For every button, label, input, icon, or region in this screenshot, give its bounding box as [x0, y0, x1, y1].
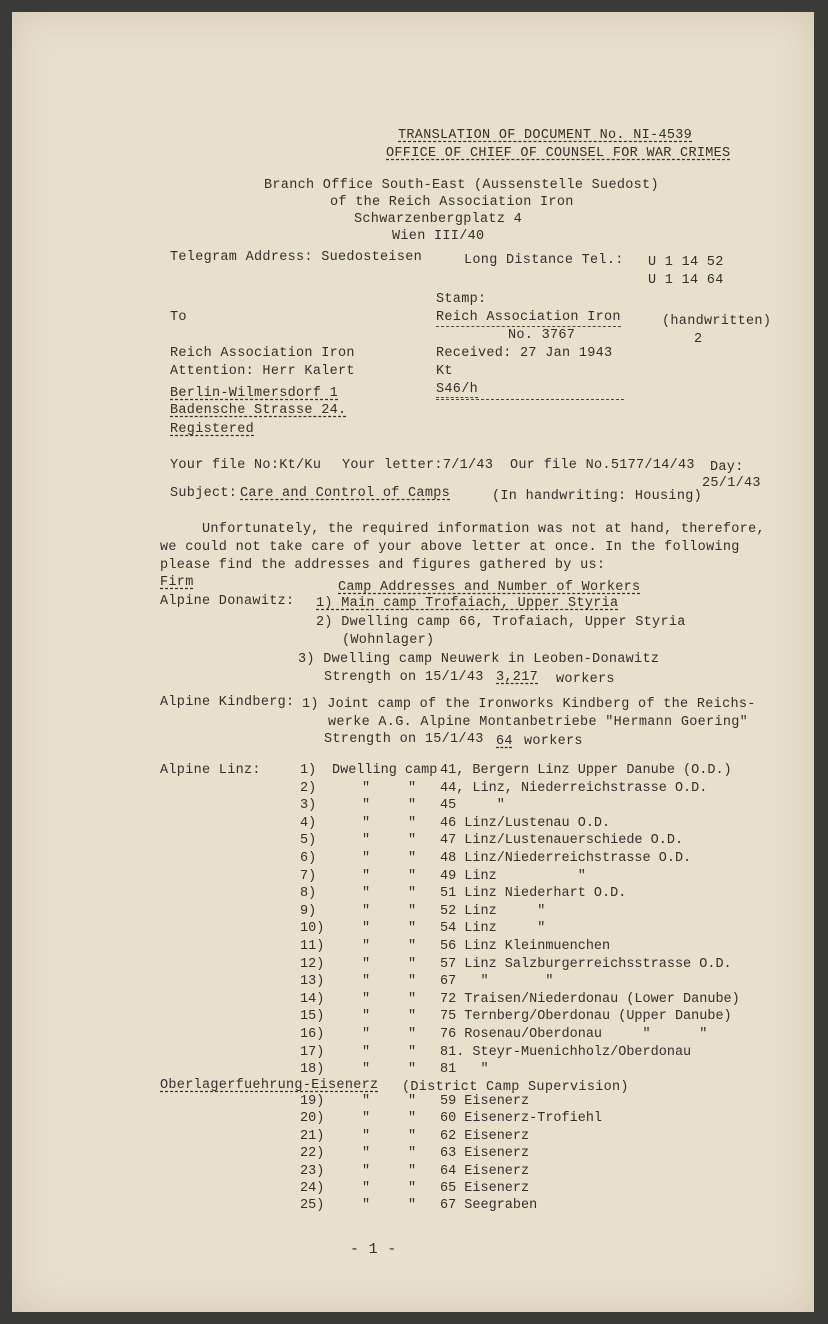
document-title: TRANSLATION OF DOCUMENT No. NI-4539 [398, 128, 693, 143]
camp-row-number: 19) [300, 1094, 325, 1109]
camp-row-number: 2) [300, 780, 317, 796]
camp-row-number: 3) [300, 798, 317, 814]
camp-row-type: " [362, 851, 371, 866]
camp-row-type: " [362, 956, 371, 972]
camp-row-type: " [362, 886, 371, 902]
camp-row-detail: 57 Linz Salzburgerreichsstrasse O.D. [440, 956, 732, 972]
camp-row-ditto: " [408, 939, 417, 954]
camp-row-number: 18) [300, 1062, 325, 1078]
subject-note: (In handwriting: Housing) [492, 489, 703, 504]
camp-row-ditto: " [408, 1198, 417, 1214]
kindberg-item-1: 1) Joint camp of the Ironworks Kindberg of the Reichs- [302, 697, 756, 712]
our-file-ref: Our file No.5177/14/43 [510, 458, 695, 473]
camp-row-ditto: " [408, 798, 417, 814]
camp-row-number: 8) [300, 886, 317, 902]
camp-row-number: 6) [300, 851, 317, 866]
stamp-handwritten: (handwritten) [662, 314, 772, 329]
stamp-ref [436, 382, 620, 398]
recipient-line-3: Berlin-Wilmersdorf 1 [170, 386, 339, 401]
camp-row-detail: 54 Linz " [440, 921, 546, 937]
your-file-ref: Your file No:Kt/Ku [170, 458, 322, 473]
body-line-3: please find the addresses and figures gathered by us: [160, 558, 606, 573]
camp-row-type: " [362, 868, 371, 884]
camp-row-detail: 63 Eisenerz [440, 1146, 530, 1162]
camp-row-type: " [362, 833, 371, 849]
sender-line-2: of the Reich Association Iron [330, 195, 574, 210]
camp-row-ditto: " [408, 1044, 417, 1060]
camp-row-number: 23) [300, 1163, 325, 1179]
camp-row-detail: 72 Traisen/Niederdonau (Lower Danube) [440, 991, 740, 1007]
camp-row-ditto: " [408, 1009, 417, 1025]
sender-line-4: Wien III/40 [392, 229, 485, 244]
camp-row-number: 11) [300, 939, 325, 954]
stamp-kt: Kt [436, 364, 453, 379]
camp-row-type: " [362, 1111, 371, 1127]
camp-row-detail: 47 Linz/Lustenauerschiede O.D. [440, 833, 684, 849]
camp-row-type: " [362, 991, 371, 1007]
donawitz-item-2: 2) Dwelling camp 66, Trofaiach, Upper Styria [316, 615, 686, 630]
tel-number-1: U 1 14 52 [648, 255, 724, 270]
camp-row-detail: 52 Linz " [440, 903, 546, 919]
camp-row-detail: 46 Linz/Lustenau O.D. [440, 815, 611, 831]
camp-row-type: " [362, 815, 371, 831]
camp-row-ditto: " [408, 956, 417, 972]
stamp-ref-text: S46/h [436, 382, 479, 397]
camp-row-type: " [362, 1198, 371, 1214]
camp-row-type: " [362, 1128, 371, 1144]
camp-row-type: " [362, 1146, 371, 1162]
camp-row-ditto: " [408, 1181, 417, 1196]
camp-row-detail: 76 Rosenau/Oberdonau " " [440, 1027, 708, 1042]
eisenerz-note: (District Camp Supervision) [402, 1080, 629, 1095]
camp-row-ditto: " [408, 868, 417, 884]
camp-row-type: " [362, 1044, 371, 1060]
kindberg-item-1b: werke A.G. Alpine Montanbetriebe "Hermann Goering" [328, 715, 749, 730]
firm-linz: Alpine Linz: [160, 763, 261, 778]
camp-row-type: " [362, 939, 371, 954]
camp-row-detail: 48 Linz/Niederreichstrasse O.D. [440, 851, 692, 866]
firm-eisenerz: Oberlagerfuehrung-Eisenerz [160, 1078, 379, 1093]
day-value: 25/1/43 [702, 476, 761, 491]
to-label: To [170, 310, 187, 325]
donawitz-item-2b: (Wohnlager) [342, 633, 435, 648]
camp-row-type: " [362, 798, 371, 814]
stamp-org: Reich Association Iron [436, 310, 621, 325]
camp-row-ditto: " [408, 780, 417, 796]
office-title: OFFICE OF CHIEF OF COUNSEL FOR WAR CRIMES [386, 146, 731, 161]
registered-note: Registered [170, 422, 255, 437]
your-letter-ref: Your letter:7/1/43 [342, 458, 494, 473]
camp-row-ditto: " [408, 1128, 417, 1144]
camp-row-ditto: " [408, 851, 417, 866]
camp-row-detail: 45 " [440, 798, 505, 814]
camp-row-number: 13) [300, 974, 325, 990]
camp-row-type: " [362, 921, 371, 937]
stamp-rule [436, 399, 624, 400]
camp-row-ditto: " [408, 886, 417, 902]
firm-header: Firm [160, 575, 194, 590]
camp-row-detail: 62 Eisenerz [440, 1128, 530, 1144]
stamp-label: Stamp: [436, 292, 487, 307]
camp-row-number: 5) [300, 833, 317, 849]
recipient-line-4: Badensche Strasse 24. [170, 403, 347, 418]
camp-row-ditto: " [408, 1094, 417, 1109]
camp-row-number: 22) [300, 1146, 325, 1162]
donawitz-item-3: 3) Dwelling camp Neuwerk in Leoben-Donawitz [298, 652, 660, 667]
camp-row-number: 4) [300, 815, 317, 831]
body-line-2: we could not take care of your above letter at once. In the following [160, 540, 740, 555]
day-label: Day: [710, 460, 744, 475]
donawitz-workers: workers [556, 672, 615, 687]
camp-row-ditto: " [408, 974, 417, 990]
camp-row-detail: 65 Eisenerz [440, 1181, 530, 1196]
camp-row-number: 15) [300, 1009, 325, 1025]
page-number: - 1 - [350, 1241, 397, 1258]
camp-row-number: 1) [300, 763, 317, 778]
camp-row [12, 1198, 814, 1219]
document-page [12, 12, 814, 1312]
camp-row-detail: 60 Eisenerz-Trofiehl [440, 1111, 603, 1127]
camp-row-ditto: " [408, 1111, 417, 1127]
camp-row-number: 12) [300, 956, 325, 972]
sender-line-3: Schwarzenbergplatz 4 [354, 212, 523, 227]
donawitz-item-1: 1) Main camp Trofaiach, Upper Styria [316, 596, 619, 611]
camp-row-number: 25) [300, 1198, 325, 1214]
camp-row-detail: 81. Steyr-Muenichholz/Oberdonau [440, 1044, 692, 1060]
camp-row-number: 9) [300, 903, 317, 919]
stamp-handwritten-number: 2 [694, 332, 703, 347]
camp-row-detail: 41, Bergern Linz Upper Danube (O.D.) [440, 763, 732, 778]
camp-row-detail: 49 Linz " [440, 868, 586, 884]
camp-row-type: " [362, 1062, 371, 1078]
camp-row-type: " [362, 1009, 371, 1025]
camp-row-ditto: " [408, 991, 417, 1007]
camp-row-number: 10) [300, 921, 325, 937]
body-line-1: Unfortunately, the required information was not at hand, therefore, [202, 522, 765, 537]
camp-row-type: " [362, 780, 371, 796]
camp-header: Camp Addresses and Number of Workers [338, 580, 641, 595]
camp-row-detail: 67 Seegraben [440, 1198, 538, 1214]
camp-row-ditto: " [408, 815, 417, 831]
camp-row-type: " [362, 903, 371, 919]
camp-row-number: 14) [300, 991, 325, 1007]
telegram-address: Telegram Address: Suedosteisen [170, 250, 423, 265]
donawitz-count: 3,217 [496, 670, 539, 685]
camp-row-type: " [362, 1027, 371, 1042]
kindberg-workers: workers [524, 734, 583, 749]
camp-row-detail: 51 Linz Niederhart O.D. [440, 886, 627, 902]
firm-donawitz: Alpine Donawitz: [160, 594, 295, 609]
camp-row-detail: 59 Eisenerz [440, 1094, 530, 1109]
tel-label: Long Distance Tel.: [464, 253, 624, 268]
camp-row-number: 7) [300, 868, 317, 884]
camp-row-number: 20) [300, 1111, 325, 1127]
camp-row-ditto: " [408, 903, 417, 919]
kindberg-strength: Strength on 15/1/43 [324, 732, 484, 747]
camp-row-ditto: " [408, 921, 417, 937]
camp-row-ditto: " [408, 1163, 417, 1179]
camp-row-number: 21) [300, 1128, 325, 1144]
camp-row-type: Dwelling camp [332, 763, 438, 778]
camp-row-ditto: " [408, 1062, 417, 1078]
subject-label: Subject: [170, 486, 238, 501]
camp-row-type: " [362, 974, 371, 990]
camp-row-ditto: " [408, 833, 417, 849]
firm-kindberg: Alpine Kindberg: [160, 695, 295, 710]
donawitz-strength: Strength on 15/1/43 [324, 670, 484, 685]
camp-row-ditto: " [408, 1027, 417, 1042]
camp-row-type: " [362, 1181, 371, 1196]
stamp-received: Received: 27 Jan 1943 [436, 346, 613, 361]
recipient-line-1: Reich Association Iron [170, 346, 355, 361]
camp-row-type: " [362, 1163, 371, 1179]
camp-row-number: 17) [300, 1044, 325, 1060]
subject-text: Care and Control of Camps [240, 486, 451, 501]
sender-line-1: Branch Office South-East (Aussenstelle Suedost) [264, 178, 659, 193]
recipient-line-2: Attention: Herr Kalert [170, 364, 355, 379]
camp-row-detail: 81 " [440, 1062, 489, 1078]
camp-row-detail: 44, Linz, Niederreichstrasse O.D. [440, 780, 708, 796]
stamp-number: No. 3767 [508, 328, 576, 343]
camp-row-detail: 75 Ternberg/Oberdonau (Upper Danube) [440, 1009, 732, 1025]
camp-row-number: 16) [300, 1027, 325, 1042]
camp-row-ditto: " [408, 1146, 417, 1162]
camp-row-number: 24) [300, 1181, 325, 1196]
camp-row-detail: 67 " " [440, 974, 554, 990]
camp-row-detail: 56 Linz Kleinmuenchen [440, 939, 611, 954]
camp-row-type: " [362, 1094, 371, 1109]
tel-number-2: U 1 14 64 [648, 273, 724, 288]
kindberg-count: 64 [496, 734, 513, 749]
camp-row-detail: 64 Eisenerz [440, 1163, 530, 1179]
